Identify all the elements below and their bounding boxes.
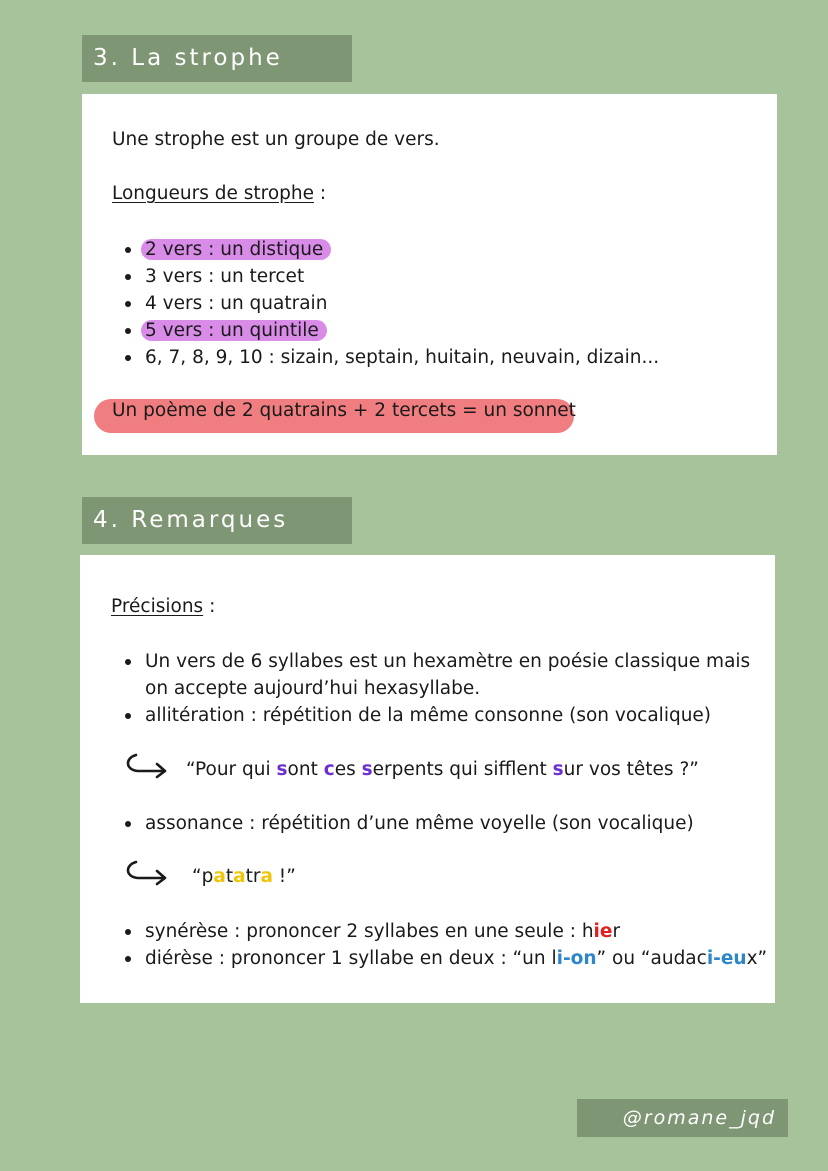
quote-highlight: a [233, 866, 246, 887]
list-item [112, 290, 659, 317]
assonance-definition: assonance : répétition d’une même voyelle (son vocalique) [145, 813, 694, 834]
quote-text: !” [272, 866, 296, 887]
lengths-heading [112, 181, 326, 207]
quote-text: tr [245, 866, 261, 887]
section-4-card [80, 555, 775, 1003]
quote-text: t [225, 866, 234, 887]
dierese-tail: x” [746, 948, 768, 969]
section-3-card [82, 94, 777, 455]
dierese-highlight: i-eu [706, 948, 747, 969]
hexameter-line-2: on accepte aujourd’hui hexasyllabe. [145, 678, 481, 699]
quote-highlight: s [552, 759, 564, 780]
alliteration-definition: allitération : répétition de la même consonne (son vocalique) [145, 705, 712, 726]
curved-arrow-icon [124, 859, 170, 887]
remarks-list-1 [112, 648, 750, 729]
quote-text: erpents qui sifflent [372, 759, 553, 780]
precisions-colon: : [203, 596, 216, 617]
quote-highlight: s [276, 759, 288, 780]
precisions-heading [111, 594, 215, 620]
lengths-label: Longueurs de strophe [112, 183, 314, 204]
section-3-title: 3. La strophe [82, 35, 352, 82]
list-item [112, 648, 750, 702]
synerese-highlight: ie [593, 921, 613, 942]
quote-text: “p [192, 866, 214, 887]
dierese-highlight: i-on [556, 948, 597, 969]
remarks-list-2 [112, 810, 694, 837]
quote-highlight: a [260, 866, 273, 887]
synerese-tail: r [612, 921, 621, 942]
list-item [112, 263, 659, 290]
quote-highlight: s [361, 759, 373, 780]
list-item [112, 317, 659, 344]
list-item-text: 6, 7, 8, 9, 10 : sizain, septain, huitain, neuvain, dizain... [145, 347, 660, 368]
precisions-label: Précisions [111, 596, 204, 617]
strophe-lengths-list [112, 236, 659, 371]
quote-text: ont [287, 759, 324, 780]
quote-text: es [334, 759, 362, 780]
list-item-text: 3 vers : un tercet [145, 266, 305, 287]
author-watermark: @romane_jqd [577, 1099, 788, 1137]
section-4-title: 4. Remarques [82, 497, 352, 544]
list-item-text: 5 vers : un quintile [141, 320, 327, 341]
quote-highlight: a [213, 866, 226, 887]
quote-highlight: c [323, 759, 335, 780]
dierese-text: diérèse : prononcer 1 syllabe en deux : “un l [145, 948, 557, 969]
alliteration-example [186, 757, 699, 783]
list-item-text: 4 vers : un quatrain [145, 293, 328, 314]
list-item [112, 945, 767, 972]
assonance-example [192, 864, 296, 890]
curved-arrow-icon [124, 752, 170, 780]
strophe-definition: Une strophe est un groupe de vers. [112, 129, 440, 150]
dierese-mid: ” ou “audac [596, 948, 707, 969]
list-item-text: 2 vers : un distique [141, 239, 331, 260]
list-item [112, 702, 750, 729]
list-item [112, 344, 659, 371]
quote-text: ur vos têtes ?” [563, 759, 699, 780]
quote-text: “Pour qui [186, 759, 277, 780]
list-item [112, 810, 694, 837]
remarks-list-3 [112, 918, 767, 972]
hexameter-line-1: Un vers de 6 syllabes est un hexamètre en poésie classique mais [145, 651, 751, 672]
lengths-colon: : [314, 183, 327, 204]
list-item [112, 236, 659, 263]
list-item [112, 918, 767, 945]
synerese-text: synérèse : prononcer 2 syllabes en une seule : h [145, 921, 594, 942]
sonnet-definition: Un poème de 2 quatrains + 2 tercets = un sonnet [112, 400, 576, 421]
